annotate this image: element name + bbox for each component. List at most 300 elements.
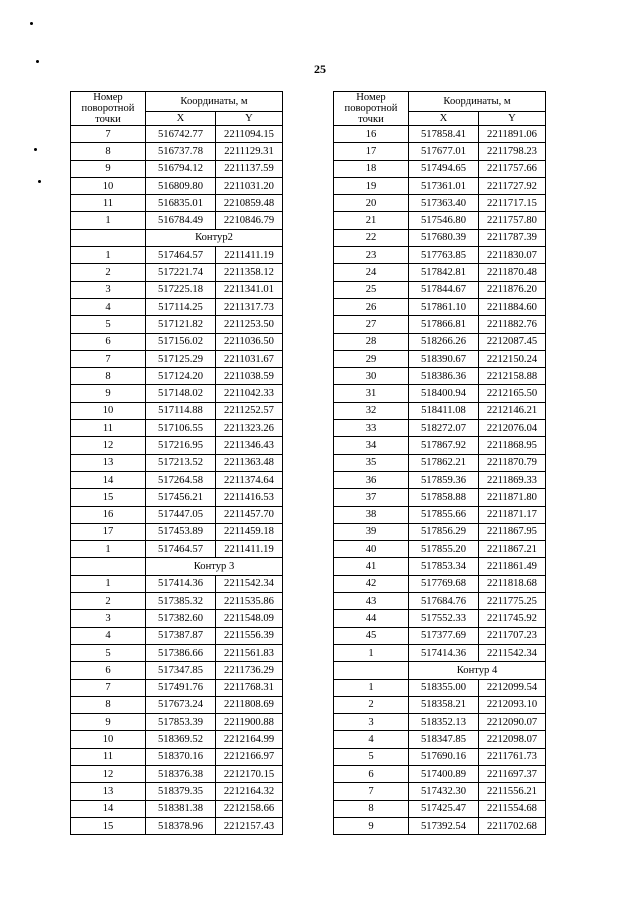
table-row — [71, 402, 283, 419]
point-number-cell: 5 — [71, 644, 146, 661]
table-row — [71, 644, 283, 661]
table-row — [334, 748, 546, 765]
x-coordinate-cell: 517414.36 — [146, 575, 216, 592]
x-coordinate-cell: 517680.39 — [409, 229, 479, 246]
point-number-cell: 18 — [334, 160, 409, 177]
x-coordinate-cell: 517392.54 — [409, 817, 479, 834]
table-row — [334, 368, 546, 385]
point-number-cell: 2 — [71, 593, 146, 610]
point-number-cell: 1 — [71, 541, 146, 558]
y-coordinate-cell: 2211861.49 — [479, 558, 546, 575]
table-row — [334, 420, 546, 437]
header-x: X — [146, 112, 216, 126]
point-number-cell: 10 — [71, 731, 146, 748]
y-coordinate-cell: 2211867.21 — [479, 541, 546, 558]
table-row — [334, 489, 546, 506]
point-number-cell: 12 — [71, 437, 146, 454]
y-coordinate-cell: 2211561.83 — [216, 644, 283, 661]
point-number-cell: 8 — [334, 800, 409, 817]
x-coordinate-cell: 518400.94 — [409, 385, 479, 402]
table-row — [71, 523, 283, 540]
point-number-cell: 43 — [334, 593, 409, 610]
y-coordinate-cell: 2212098.07 — [479, 731, 546, 748]
x-coordinate-cell: 517853.34 — [409, 558, 479, 575]
x-coordinate-cell: 518411.08 — [409, 402, 479, 419]
x-coordinate-cell: 517684.76 — [409, 593, 479, 610]
table-row — [71, 160, 283, 177]
y-coordinate-cell: 2211736.29 — [216, 662, 283, 679]
y-coordinate-cell: 2212164.99 — [216, 731, 283, 748]
table-row — [334, 506, 546, 523]
x-coordinate-cell: 517858.41 — [409, 126, 479, 143]
x-coordinate-cell: 518272.07 — [409, 420, 479, 437]
table-row — [334, 696, 546, 713]
x-coordinate-cell: 516809.80 — [146, 177, 216, 194]
point-number-cell: 35 — [334, 454, 409, 471]
y-coordinate-cell: 2211346.43 — [216, 437, 283, 454]
x-coordinate-cell: 516784.49 — [146, 212, 216, 229]
y-coordinate-cell: 2211129.31 — [216, 143, 283, 160]
y-coordinate-cell: 2211323.26 — [216, 420, 283, 437]
y-coordinate-cell: 2212146.21 — [479, 402, 546, 419]
point-number-cell: 33 — [334, 420, 409, 437]
point-number-cell: 17 — [71, 523, 146, 540]
table-row — [71, 541, 283, 558]
y-coordinate-cell: 2211876.20 — [479, 281, 546, 298]
table-row — [71, 783, 283, 800]
table-row — [71, 471, 283, 488]
x-coordinate-cell: 517464.57 — [146, 541, 216, 558]
header-y: Y — [479, 112, 546, 126]
table-row — [71, 662, 283, 679]
point-number-cell: 17 — [334, 143, 409, 160]
point-number-cell: 4 — [334, 731, 409, 748]
header-y: Y — [216, 112, 283, 126]
point-number-cell: 37 — [334, 489, 409, 506]
x-coordinate-cell: 517377.69 — [409, 627, 479, 644]
table-row — [334, 627, 546, 644]
table-row — [71, 247, 283, 264]
x-coordinate-cell: 517858.88 — [409, 489, 479, 506]
header-coordinates: Координаты, м — [146, 92, 283, 112]
x-coordinate-cell: 517859.36 — [409, 471, 479, 488]
table-row — [334, 195, 546, 212]
x-coordinate-cell: 517862.21 — [409, 454, 479, 471]
point-number-cell: 22 — [334, 229, 409, 246]
x-coordinate-cell: 517414.36 — [409, 644, 479, 661]
table-row — [334, 558, 546, 575]
y-coordinate-cell: 2211031.67 — [216, 350, 283, 367]
y-coordinate-cell: 2211556.21 — [479, 783, 546, 800]
y-coordinate-cell: 2211535.86 — [216, 593, 283, 610]
table-row — [334, 454, 546, 471]
table-row — [71, 264, 283, 281]
point-number-cell: 26 — [334, 298, 409, 315]
x-coordinate-cell: 517264.58 — [146, 471, 216, 488]
point-number-cell: 41 — [334, 558, 409, 575]
point-number-cell: 6 — [71, 662, 146, 679]
table-row — [334, 644, 546, 661]
table-row — [334, 800, 546, 817]
point-number-cell: 9 — [71, 160, 146, 177]
y-coordinate-cell: 2211094.15 — [216, 126, 283, 143]
y-coordinate-cell: 2211745.92 — [479, 610, 546, 627]
y-coordinate-cell: 2211341.01 — [216, 281, 283, 298]
point-number-cell: 11 — [71, 420, 146, 437]
x-coordinate-cell: 517494.65 — [409, 160, 479, 177]
contour-blank-cell — [71, 229, 146, 246]
y-coordinate-cell: 2211830.07 — [479, 247, 546, 264]
point-number-cell: 31 — [334, 385, 409, 402]
y-coordinate-cell: 2211808.69 — [216, 696, 283, 713]
point-number-cell: 15 — [71, 817, 146, 834]
y-coordinate-cell: 2211869.33 — [479, 471, 546, 488]
x-coordinate-cell: 517447.05 — [146, 506, 216, 523]
x-coordinate-cell: 518376.38 — [146, 765, 216, 782]
table-row — [334, 143, 546, 160]
table-row — [334, 350, 546, 367]
table-row — [71, 817, 283, 834]
table-row — [334, 541, 546, 558]
table-row — [71, 298, 283, 315]
table-row — [71, 696, 283, 713]
table-row — [71, 593, 283, 610]
point-number-cell: 14 — [71, 800, 146, 817]
y-coordinate-cell: 2211867.95 — [479, 523, 546, 540]
point-number-cell: 1 — [71, 212, 146, 229]
point-number-cell: 9 — [71, 385, 146, 402]
y-coordinate-cell: 2211870.48 — [479, 264, 546, 281]
table-row — [334, 333, 546, 350]
table-row — [71, 195, 283, 212]
table-row — [71, 731, 283, 748]
margin-dot — [30, 22, 33, 25]
y-coordinate-cell: 2211038.59 — [216, 368, 283, 385]
point-number-cell: 14 — [71, 471, 146, 488]
x-coordinate-cell: 516737.78 — [146, 143, 216, 160]
table-row — [334, 783, 546, 800]
y-coordinate-cell: 2211317.73 — [216, 298, 283, 315]
x-coordinate-cell: 517361.01 — [409, 177, 479, 194]
x-coordinate-cell: 517213.52 — [146, 454, 216, 471]
point-number-cell: 9 — [71, 714, 146, 731]
y-coordinate-cell: 2211542.34 — [216, 575, 283, 592]
y-coordinate-cell: 2211702.68 — [479, 817, 546, 834]
contour-row — [71, 558, 283, 575]
y-coordinate-cell: 2212090.07 — [479, 714, 546, 731]
y-coordinate-cell: 2211042.33 — [216, 385, 283, 402]
table-row — [71, 489, 283, 506]
y-coordinate-cell: 2211554.68 — [479, 800, 546, 817]
x-coordinate-cell: 517855.20 — [409, 541, 479, 558]
point-number-cell: 5 — [334, 748, 409, 765]
point-number-cell: 21 — [334, 212, 409, 229]
y-coordinate-cell: 2211891.06 — [479, 126, 546, 143]
point-number-cell: 2 — [71, 264, 146, 281]
point-number-cell: 34 — [334, 437, 409, 454]
point-number-cell: 7 — [71, 679, 146, 696]
x-coordinate-cell: 517114.25 — [146, 298, 216, 315]
table-row — [334, 714, 546, 731]
point-number-cell: 1 — [334, 679, 409, 696]
contour-label: Контур2 — [146, 229, 283, 246]
x-coordinate-cell: 516742.77 — [146, 126, 216, 143]
y-coordinate-cell: 2211252.57 — [216, 402, 283, 419]
x-coordinate-cell: 517866.81 — [409, 316, 479, 333]
point-number-cell: 32 — [334, 402, 409, 419]
point-number-cell: 12 — [71, 765, 146, 782]
x-coordinate-cell: 518390.67 — [409, 350, 479, 367]
table-row — [71, 143, 283, 160]
x-coordinate-cell: 517221.74 — [146, 264, 216, 281]
table-row — [334, 437, 546, 454]
x-coordinate-cell: 517425.47 — [409, 800, 479, 817]
y-coordinate-cell: 2210846.79 — [216, 212, 283, 229]
point-number-cell: 7 — [71, 126, 146, 143]
table-row — [334, 593, 546, 610]
table-row — [71, 212, 283, 229]
x-coordinate-cell: 518355.00 — [409, 679, 479, 696]
y-coordinate-cell: 2211871.80 — [479, 489, 546, 506]
x-coordinate-cell: 516794.12 — [146, 160, 216, 177]
x-coordinate-cell: 518352.13 — [409, 714, 479, 731]
point-number-cell: 1 — [334, 644, 409, 661]
table-row — [71, 800, 283, 817]
contour-blank-cell — [334, 662, 409, 679]
x-coordinate-cell: 517842.81 — [409, 264, 479, 281]
point-number-cell: 20 — [334, 195, 409, 212]
point-number-cell: 7 — [334, 783, 409, 800]
point-number-cell: 27 — [334, 316, 409, 333]
contour-blank-cell — [71, 558, 146, 575]
x-coordinate-cell: 517386.66 — [146, 644, 216, 661]
table-row — [71, 177, 283, 194]
table-row — [71, 333, 283, 350]
y-coordinate-cell: 2211548.09 — [216, 610, 283, 627]
table-row — [71, 765, 283, 782]
header-x: X — [409, 112, 479, 126]
y-coordinate-cell: 2211871.17 — [479, 506, 546, 523]
y-coordinate-cell: 2211137.59 — [216, 160, 283, 177]
table-row — [334, 575, 546, 592]
y-coordinate-cell: 2211411.19 — [216, 541, 283, 558]
y-coordinate-cell: 2211707.23 — [479, 627, 546, 644]
point-number-cell: 23 — [334, 247, 409, 264]
table-row — [334, 247, 546, 264]
x-coordinate-cell: 517464.57 — [146, 247, 216, 264]
y-coordinate-cell: 2211761.73 — [479, 748, 546, 765]
point-number-cell: 13 — [71, 454, 146, 471]
y-coordinate-cell: 2211374.64 — [216, 471, 283, 488]
table-row — [334, 316, 546, 333]
point-number-cell: 8 — [71, 696, 146, 713]
point-number-cell: 8 — [71, 368, 146, 385]
x-coordinate-cell: 517491.76 — [146, 679, 216, 696]
y-coordinate-cell: 2212158.88 — [479, 368, 546, 385]
y-coordinate-cell: 2211459.18 — [216, 523, 283, 540]
y-coordinate-cell: 2211031.20 — [216, 177, 283, 194]
table-row — [71, 420, 283, 437]
y-coordinate-cell: 2211358.12 — [216, 264, 283, 281]
point-number-cell: 11 — [71, 748, 146, 765]
x-coordinate-cell: 518379.35 — [146, 783, 216, 800]
y-coordinate-cell: 2211416.53 — [216, 489, 283, 506]
point-number-cell: 10 — [71, 177, 146, 194]
table-row — [71, 714, 283, 731]
point-number-cell: 36 — [334, 471, 409, 488]
x-coordinate-cell: 517216.95 — [146, 437, 216, 454]
header-point-number: Номер поворотной точки — [71, 92, 146, 126]
table-row — [71, 126, 283, 143]
table-row — [334, 126, 546, 143]
y-coordinate-cell: 2211457.70 — [216, 506, 283, 523]
contour-label: Контур 3 — [146, 558, 283, 575]
x-coordinate-cell: 517867.92 — [409, 437, 479, 454]
point-number-cell: 16 — [334, 126, 409, 143]
x-coordinate-cell: 517363.40 — [409, 195, 479, 212]
y-coordinate-cell: 2211818.68 — [479, 575, 546, 592]
point-number-cell: 13 — [71, 783, 146, 800]
x-coordinate-cell: 517552.33 — [409, 610, 479, 627]
y-coordinate-cell: 2211798.23 — [479, 143, 546, 160]
x-coordinate-cell: 517385.32 — [146, 593, 216, 610]
margin-dot — [34, 148, 37, 151]
table-row — [334, 385, 546, 402]
x-coordinate-cell: 517453.89 — [146, 523, 216, 540]
y-coordinate-cell: 2212165.50 — [479, 385, 546, 402]
x-coordinate-cell: 517225.18 — [146, 281, 216, 298]
table-row — [334, 523, 546, 540]
y-coordinate-cell: 2212157.43 — [216, 817, 283, 834]
x-coordinate-cell: 516835.01 — [146, 195, 216, 212]
point-number-cell: 10 — [71, 402, 146, 419]
x-coordinate-cell: 518378.96 — [146, 817, 216, 834]
point-number-cell: 25 — [334, 281, 409, 298]
table-row — [334, 229, 546, 246]
table-row — [334, 281, 546, 298]
point-number-cell: 4 — [71, 627, 146, 644]
table-row — [334, 177, 546, 194]
y-coordinate-cell: 2210859.48 — [216, 195, 283, 212]
point-number-cell: 5 — [71, 316, 146, 333]
point-number-cell: 44 — [334, 610, 409, 627]
x-coordinate-cell: 517456.21 — [146, 489, 216, 506]
table-row — [71, 610, 283, 627]
table-row — [334, 471, 546, 488]
point-number-cell: 24 — [334, 264, 409, 281]
table-row — [71, 748, 283, 765]
x-coordinate-cell: 518386.36 — [409, 368, 479, 385]
x-coordinate-cell: 517677.01 — [409, 143, 479, 160]
y-coordinate-cell: 2211757.66 — [479, 160, 546, 177]
x-coordinate-cell: 517546.80 — [409, 212, 479, 229]
point-number-cell: 1 — [71, 575, 146, 592]
x-coordinate-cell: 517855.66 — [409, 506, 479, 523]
x-coordinate-cell: 518370.16 — [146, 748, 216, 765]
point-number-cell: 11 — [71, 195, 146, 212]
y-coordinate-cell: 2211775.25 — [479, 593, 546, 610]
y-coordinate-cell: 2211717.15 — [479, 195, 546, 212]
x-coordinate-cell: 518381.38 — [146, 800, 216, 817]
x-coordinate-cell: 517121.82 — [146, 316, 216, 333]
y-coordinate-cell: 2211900.88 — [216, 714, 283, 731]
point-number-cell: 3 — [71, 281, 146, 298]
y-coordinate-cell: 2211363.48 — [216, 454, 283, 471]
point-number-cell: 29 — [334, 350, 409, 367]
x-coordinate-cell: 517347.85 — [146, 662, 216, 679]
x-coordinate-cell: 517124.20 — [146, 368, 216, 385]
header-coordinates: Координаты, м — [409, 92, 546, 112]
contour-label: Контур 4 — [409, 662, 546, 679]
point-number-cell: 19 — [334, 177, 409, 194]
point-number-cell: 3 — [334, 714, 409, 731]
x-coordinate-cell: 517763.85 — [409, 247, 479, 264]
y-coordinate-cell: 2211253.50 — [216, 316, 283, 333]
point-number-cell: 16 — [71, 506, 146, 523]
point-number-cell: 39 — [334, 523, 409, 540]
table-row — [71, 385, 283, 402]
point-number-cell: 15 — [71, 489, 146, 506]
x-coordinate-cell: 517861.10 — [409, 298, 479, 315]
x-coordinate-cell: 517432.30 — [409, 783, 479, 800]
table-row — [334, 402, 546, 419]
x-coordinate-cell: 518266.26 — [409, 333, 479, 350]
table-row — [71, 350, 283, 367]
y-coordinate-cell: 2212076.04 — [479, 420, 546, 437]
x-coordinate-cell: 517844.67 — [409, 281, 479, 298]
table-row — [334, 212, 546, 229]
x-coordinate-cell: 517673.24 — [146, 696, 216, 713]
table-row — [71, 281, 283, 298]
x-coordinate-cell: 517690.16 — [409, 748, 479, 765]
y-coordinate-cell: 2211727.92 — [479, 177, 546, 194]
x-coordinate-cell: 517148.02 — [146, 385, 216, 402]
table-row — [71, 679, 283, 696]
contour-row — [71, 229, 283, 246]
point-number-cell: 28 — [334, 333, 409, 350]
x-coordinate-cell: 517853.39 — [146, 714, 216, 731]
y-coordinate-cell: 2212170.15 — [216, 765, 283, 782]
x-coordinate-cell: 518347.85 — [409, 731, 479, 748]
x-coordinate-cell: 517114.88 — [146, 402, 216, 419]
y-coordinate-cell: 2211556.39 — [216, 627, 283, 644]
x-coordinate-cell: 517400.89 — [409, 765, 479, 782]
coordinates-table-left — [70, 91, 283, 835]
y-coordinate-cell: 2211884.60 — [479, 298, 546, 315]
x-coordinate-cell: 518358.21 — [409, 696, 479, 713]
y-coordinate-cell: 2212087.45 — [479, 333, 546, 350]
page-number: 25 — [314, 62, 326, 76]
table-row — [71, 454, 283, 471]
y-coordinate-cell: 2212099.54 — [479, 679, 546, 696]
table-row — [334, 298, 546, 315]
point-number-cell: 38 — [334, 506, 409, 523]
y-coordinate-cell: 2211768.31 — [216, 679, 283, 696]
x-coordinate-cell: 517769.68 — [409, 575, 479, 592]
y-coordinate-cell: 2212158.66 — [216, 800, 283, 817]
y-coordinate-cell: 2211868.95 — [479, 437, 546, 454]
table-row — [71, 316, 283, 333]
point-number-cell: 40 — [334, 541, 409, 558]
table-row — [71, 437, 283, 454]
x-coordinate-cell: 517125.29 — [146, 350, 216, 367]
x-coordinate-cell: 517106.55 — [146, 420, 216, 437]
y-coordinate-cell: 2211697.37 — [479, 765, 546, 782]
y-coordinate-cell: 2212093.10 — [479, 696, 546, 713]
point-number-cell: 9 — [334, 817, 409, 834]
y-coordinate-cell: 2211411.19 — [216, 247, 283, 264]
y-coordinate-cell: 2211542.34 — [479, 644, 546, 661]
